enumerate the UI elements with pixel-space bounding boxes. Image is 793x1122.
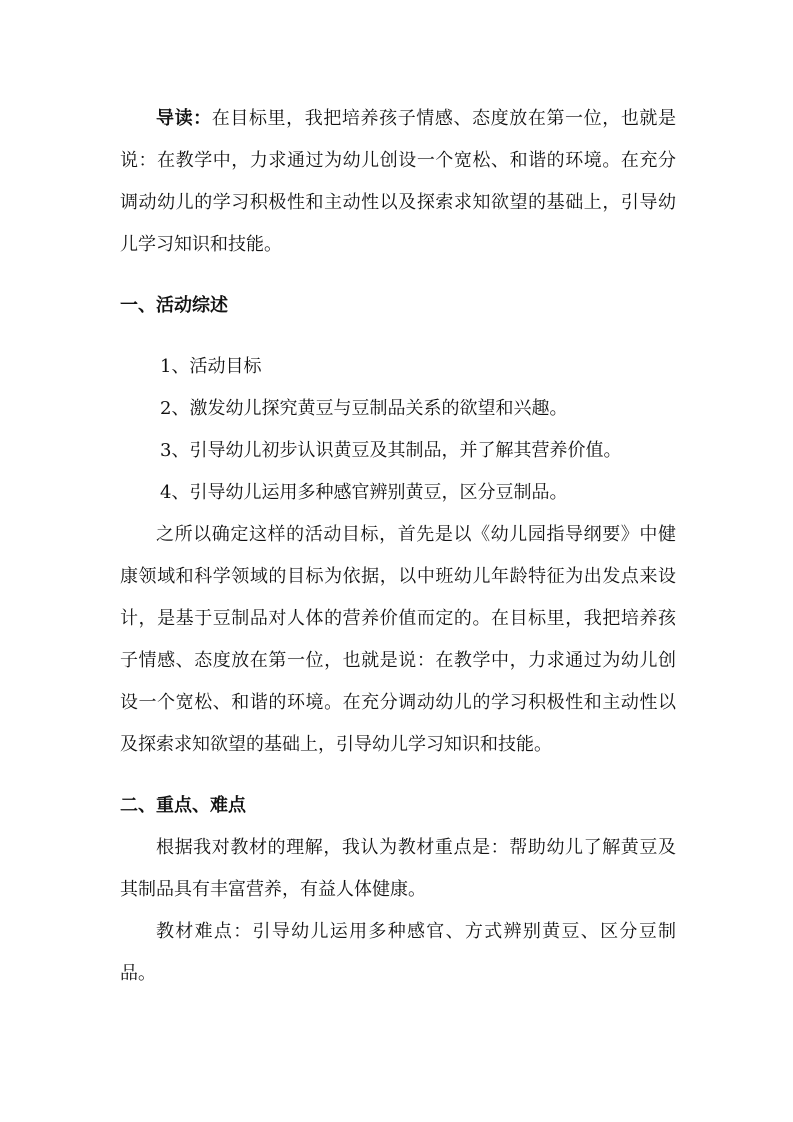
list-item: 2、激发幼儿探究黄豆与豆制品关系的欲望和兴趣。 xyxy=(160,398,568,419)
intro-text: 在目标里，我把培养孩子情感、态度放在第一位，也就是说：在教学中，力求通过为幼儿创设一个宽松、和谐的环境。在充分调动幼儿的学习积极性和主动性以及探索求知欲望的基础上，引导幼儿学习知识和技能。 xyxy=(120,108,677,255)
section1-paragraph: 之所以确定这样的活动目标，首先是以《幼儿园指导纲要》中健康领域和科学领域的目标为依据，以中班幼儿年龄特征为出发点来设计，是基于豆制品对人体的营养价值而定的。在目标里，我把培养孩子情感、态度放在第一位，也就是说：在教学中，力求通过为幼儿创设一个宽松、和谐的环境。在充分调动幼儿的学习积极性和主动性以及探索求知欲望的基础上，引导幼儿学习知识和技能。 xyxy=(120,524,676,755)
section1-heading: 一、活动综述 xyxy=(120,295,228,316)
document-body xyxy=(120,98,676,995)
intro-label: 导读： xyxy=(156,108,212,129)
list-item: 3、引导幼儿初步认识黄豆及其制品，并了解其营养价值。 xyxy=(160,440,622,461)
list-item: 1、活动目标 xyxy=(160,356,262,377)
section2-heading: 二、重点、难点 xyxy=(120,795,246,816)
section2-paragraph-focus: 根据我对教材的理解，我认为教材重点是：帮助幼儿了解黄豆及其制品具有丰富营养，有益人体健康。 xyxy=(120,837,676,900)
intro-paragraph xyxy=(120,98,676,266)
list-item: 4、引导幼儿运用多种感官辨别黄豆，区分豆制品。 xyxy=(160,482,568,503)
section2-paragraph-difficulty: 教材难点：引导幼儿运用多种感官、方式辨别黄豆、区分豆制品。 xyxy=(120,921,676,984)
